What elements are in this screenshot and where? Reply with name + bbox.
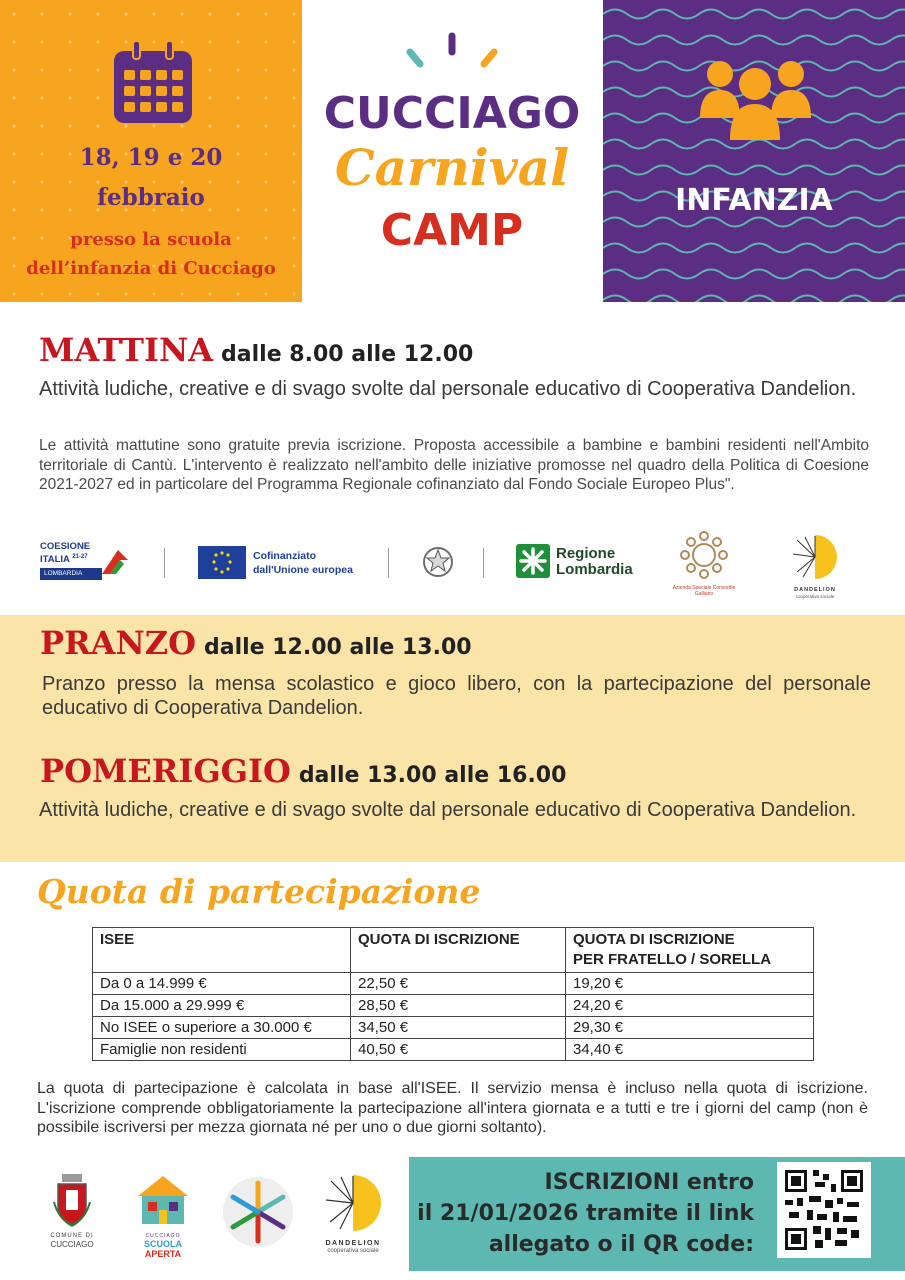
wave-pattern (603, 0, 905, 302)
header-quota: QUOTA DI ISCRIZIONE (351, 928, 566, 973)
cell-isee: Famiglie non residenti (93, 1039, 351, 1061)
azienda-label-line2: Galliano (694, 591, 714, 597)
pranzo-time: dalle 12.00 alle 13.00 (203, 635, 472, 660)
registration-box (409, 1157, 905, 1271)
footer-dandelion-logo (320, 1172, 386, 1254)
dates-days: 18, 19 e 20 (79, 144, 223, 171)
header (0, 0, 905, 305)
pranzo-title: PRANZO (40, 624, 196, 662)
table-row (93, 1017, 814, 1039)
eu-label-line2: dall'Unione europea (253, 564, 353, 576)
header-quota-sibling (566, 928, 814, 973)
italia-label: ITALIA (40, 554, 70, 566)
funding-logos (40, 530, 870, 602)
quota-title: Quota di partecipazione (37, 872, 481, 911)
cell-quota-sibling: 19,20 € (566, 973, 814, 995)
regione-rose-icon (516, 544, 550, 578)
mattina-heading (39, 331, 473, 369)
school-house-icon (134, 1172, 192, 1228)
cell-quota-sibling: 29,30 € (566, 1017, 814, 1039)
registration-text (409, 1167, 754, 1260)
coesione-arrow-icon (98, 544, 132, 578)
scuola-label-line3: APERTA (144, 1249, 182, 1259)
table-row (93, 995, 814, 1017)
regione-label-line2: Lombardia (556, 561, 633, 578)
dates-month: febbraio (97, 184, 205, 211)
pomeriggio-time: dalle 13.00 alle 16.00 (298, 763, 567, 788)
calendar-icon (111, 39, 195, 127)
dandelion-logo (785, 532, 845, 600)
title-camp: CAMP (380, 205, 524, 256)
community-circle-icon (221, 1175, 295, 1249)
dandelion-label: DANDELION (325, 1240, 381, 1247)
cell-quota: 28,50 € (351, 995, 566, 1017)
event-title (302, 0, 602, 302)
cell-isee: Da 15.000 a 29.999 € (93, 995, 351, 1017)
italian-emblem-icon (422, 545, 454, 579)
logo-divider (388, 548, 389, 578)
event-location (0, 225, 302, 283)
people-icon (698, 58, 813, 140)
header-isee: ISEE (93, 928, 351, 973)
pranzo-heading (40, 624, 472, 662)
dates-panel (0, 0, 302, 302)
title-carnival: Carnival (334, 138, 570, 197)
comune-cucciago-logo (44, 1172, 100, 1254)
logo-divider (483, 548, 484, 578)
mattina-note: Le attività mattutine sono gratuite previa iscrizione. Proposta accessibile a bambine e bambini residenti nell'Ambito territoriale di Cantù. L'intervento è realizzato nell'ambito delle iniziative promosse nel quadro della Politica di Coesione 2021-2027 ed in particolare del Programma Regionale cofinanziato dal Fondo Sociale Europeo Plus". (39, 437, 869, 493)
pomeriggio-description: Attività ludiche, creative e di svago svolte dal personale educativo di Cooperativa Dandelion. (39, 799, 857, 821)
cell-quota: 40,50 € (351, 1039, 566, 1061)
table-header-row (93, 928, 814, 973)
scuola-label-line1: CUCCIAGO (145, 1233, 181, 1239)
event-dates (0, 145, 302, 211)
qr-code[interactable] (777, 1162, 871, 1258)
fee-table (92, 927, 814, 1061)
gear-icon (679, 530, 729, 580)
cell-isee: Da 0 a 14.999 € (93, 973, 351, 995)
registration-line1: ISCRIZIONI entro (544, 1170, 754, 1195)
mattina-title: MATTINA (39, 331, 214, 369)
eu-cofinanced-logo (198, 546, 358, 580)
coesione-italia-logo (40, 542, 135, 582)
cell-quota-sibling: 24,20 € (566, 995, 814, 1017)
regione-lombardia-logo (516, 544, 646, 582)
pomeriggio-title: POMERIGGIO (40, 752, 291, 790)
pranzo-description: Pranzo presso la mensa scolastico e gioco libero, con la partecipazione del personale educativo di Cooperativa Dandelion. (42, 673, 871, 719)
mattina-description: Attività ludiche, creative e di svago svolte dal personale educativo di Cooperativa Dandelion. (39, 378, 857, 400)
cell-isee: No ISEE o superiore a 30.000 € (93, 1017, 351, 1039)
coat-of-arms-icon (52, 1172, 92, 1228)
lombardia-tag: LOMBARDIA (40, 568, 102, 580)
comune-label: COMUNE DI (50, 1233, 94, 1239)
title-cucciago: CUCCIAGO (323, 88, 581, 139)
mattina-time: dalle 8.00 alle 12.00 (221, 342, 474, 367)
azienda-label-line1: Azienda Speciale Consortile (672, 585, 736, 591)
location-line1: presso la scuola (70, 229, 232, 250)
dandelion-flower-icon (789, 532, 841, 582)
coesione-label: COESIONE (40, 541, 91, 552)
quota-note: La quota di partecipazione è calcolata in base all'ISEE. Il servizio mensa è incluso nella quota di iscrizione. L'iscrizione comprende obbligatoriamente la partecipazione all'intera giornata e a tutti e tre i giorni del camp (non è possibile iscriversi per mezza giornata né per uno o due giorni soltanto). (37, 1080, 868, 1136)
audience-panel (603, 0, 905, 302)
cell-quota-sibling: 34,40 € (566, 1039, 814, 1061)
eu-flag-icon (198, 546, 246, 579)
header-quota-sibling-line1: QUOTA DI ISCRIZIONE (573, 931, 735, 948)
scuola-label-line2: SCUOLA (144, 1239, 182, 1249)
azienda-consortile-logo (664, 530, 744, 600)
dandelion-flower-icon (322, 1172, 384, 1234)
qr-code-icon (777, 1162, 871, 1258)
header-quota-sibling-line2: PER FRATELLO / SORELLA (573, 951, 772, 968)
sparkle-icon (402, 30, 502, 75)
logo-divider (164, 548, 165, 578)
table-row (93, 973, 814, 995)
registration-line2: il 21/01/2026 tramite il link (417, 1201, 754, 1226)
registration-line3: allegato o il QR code: (488, 1232, 754, 1257)
scuola-aperta-logo (131, 1172, 195, 1259)
cell-quota: 22,50 € (351, 973, 566, 995)
dandelion-sub-label: cooperativa sociale (795, 594, 835, 599)
eu-label-line1: Cofinanziato (253, 550, 316, 562)
regione-label-line1: Regione (556, 545, 616, 562)
coesione-years: 21-27 (72, 554, 88, 560)
table-row (93, 1039, 814, 1061)
audience-label: INFANZIA (675, 183, 833, 218)
dandelion-label: DANDELION (794, 587, 836, 593)
comune-name-label: CUCCIAGO (50, 1240, 94, 1249)
pomeriggio-heading (40, 752, 566, 790)
dandelion-sub-label: cooperativa sociale (327, 1248, 379, 1254)
cell-quota: 34,50 € (351, 1017, 566, 1039)
location-line2: dell’infanzia di Cucciago (26, 258, 276, 279)
